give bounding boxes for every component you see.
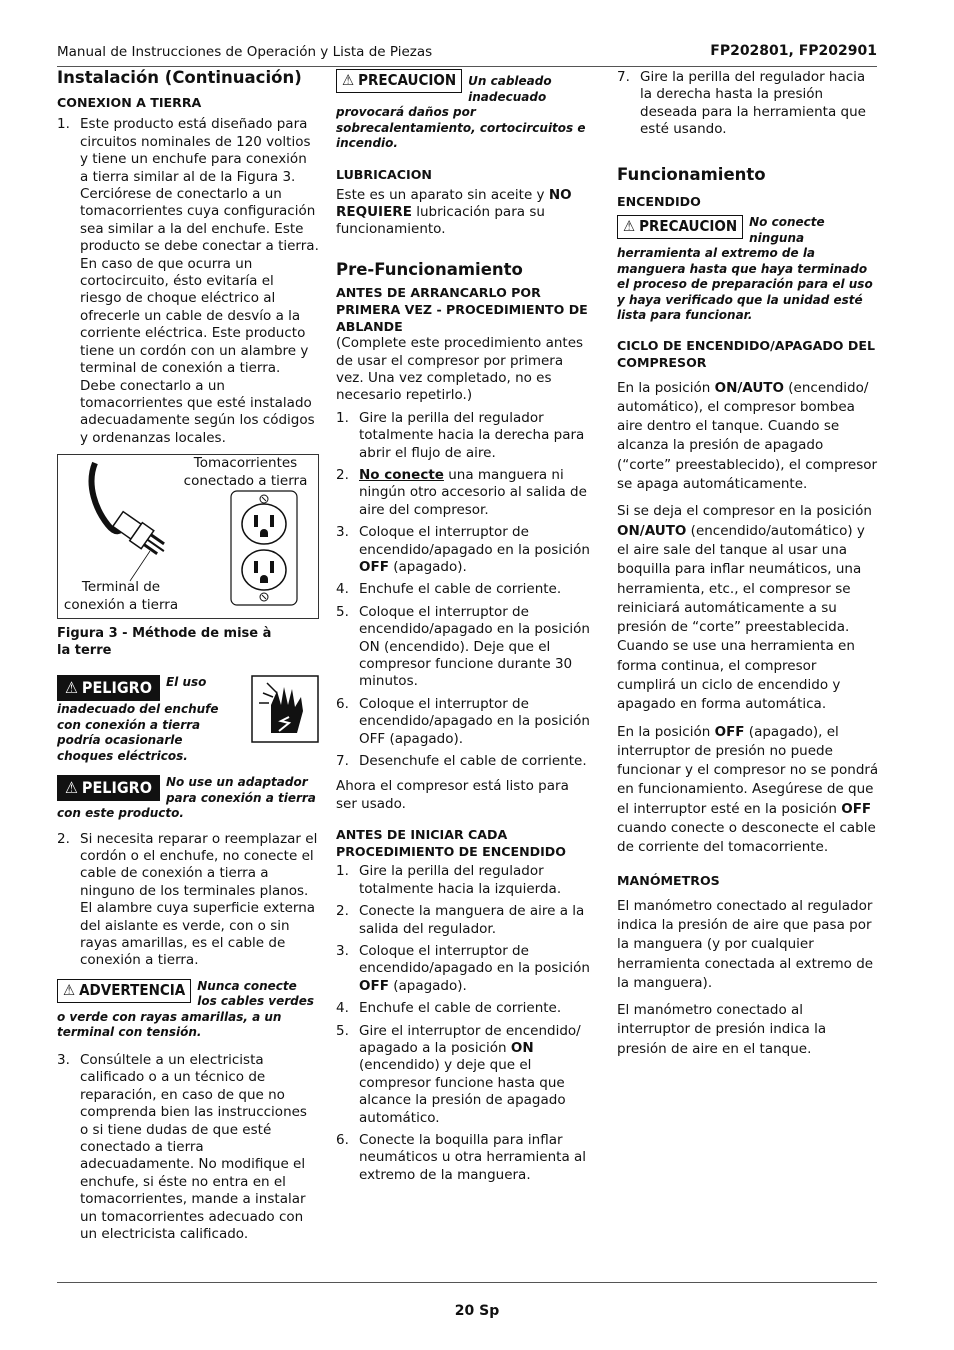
paragraph: Si se deja el compresor en la posición ON/AUTO (encendido/automático) y el aire sale del tanque al usar una boquilla para inflar neumáticos, una herramienta, etc., el compresor se reiniciará automáticamente a su presión de “corte” preestablecida. Cuando se use una herramienta en forma continua, el compresor cumplirá un ciclo de encendido y apagado en forma automática. <box>617 503 872 713</box>
list-item: 7. Gire la perilla del regulador hacia la derecha hasta la presión deseada para la herramienta que esté usando. <box>617 69 866 138</box>
warning-triangle-icon: ⚠ <box>65 678 78 698</box>
danger-notice <box>57 775 319 822</box>
electric-shock-icon <box>251 675 319 743</box>
list-item: 2. Conecte la manguera de aire a la salida del regulador. <box>336 903 585 937</box>
label-outlet: Tomacorrientes conectado a tierra <box>183 455 308 489</box>
caution-notice <box>336 69 594 152</box>
list-item: 3. Consúltele a un electricista calificado o a un técnico de reparación, en caso de que no comprenda bien las instrucciones o si tiene dudas de que esté conectado a tierra adecuadamente. No modifique el enchufe, si éste no entra en el tomacorrientes, mande a instalar un tomacorrientes adecuado con un electricista calificado. <box>57 1051 307 1242</box>
column-left <box>57 69 319 1243</box>
list-item: 6. Coloque el interruptor de encendido/apagado en la posición OFF (apagado). <box>336 695 590 747</box>
danger-text: El uso inadecuado del enchufe con conexión a tierra podría ocasionarle choques eléctricos. <box>57 675 219 763</box>
paragraph: En la posición OFF (apagado), el interruptor de presión no puede funcionar y el compresor no se pondrá en funcionamiento. Asegúrese de que el interruptor esté en la posición OFF cuando conecte o desconecte el cable de corriente del tomacorriente. <box>617 723 879 856</box>
list-item: 4. Enchufe el cable de corriente. <box>336 1000 562 1017</box>
list-item: 2. Si necesita reparar o reemplazar el cordón o el enchufe, no conecte el cable de conexión a tierra a ninguno de los terminales planos. El alambre cuya superficie externa del aislante es verde, con o sin rayas amarillas, es el cable de conexión a tierra. <box>57 830 318 969</box>
warning-triangle-icon: ⚠ <box>623 217 636 236</box>
warning-triangle-icon: ⚠ <box>342 71 355 90</box>
warning-triangle-icon: ⚠ <box>65 778 78 798</box>
figure-caption: Figura 3 - Méthode de mise à la terre <box>57 626 272 659</box>
label-ground-pin: Terminal de conexión a tierra <box>63 579 179 613</box>
subheading-breakin: ANTES DE ARRANCARLO POR PRIMERA VEZ - PROCEDIMIENTO DE ABLANDE <box>336 285 588 335</box>
list-item: 6. Conecte la boquilla para inflar neumáticos u otra herramienta al extremo de la manguera. <box>336 1131 587 1183</box>
list-item: 3. Coloque el interruptor de encendido/apagado en la posición OFF (apagado). <box>336 524 590 575</box>
paragraph: El manómetro conectado al interruptor de presión indica la presión de aire en el tanque. <box>617 1002 827 1057</box>
column-right <box>617 69 879 1059</box>
ready-text: Ahora el compresor está listo para ser usado. <box>336 778 569 812</box>
section-heading-operation: Funcionamiento <box>617 164 766 184</box>
subheading-lubrication: LUBRICACION <box>336 166 432 182</box>
lubrication-text: Este es un aparato sin aceite y NO REQUIERE lubricación para su funcionamiento. <box>336 186 572 238</box>
footer-rule <box>57 1282 877 1283</box>
list-item: 4. Enchufe el cable de corriente. <box>336 581 562 598</box>
caution-notice <box>617 215 879 324</box>
figure-grounding <box>57 454 319 619</box>
list-item: 2. No conecte una manguera ni ningún otro accesorio al salida de aire del compresor. <box>336 466 587 518</box>
list-item: 5. Coloque el interruptor de encendido/apagado en la posición ON (encendido). Deje que el compresor funcione durante 30 minutos. <box>336 603 590 690</box>
list-item: 3. Coloque el interruptor de encendido/apagado en la posición OFF (apagado). <box>336 942 590 994</box>
caution-text: Un cableado inadecuado provocará daños por sobrecalentamiento, cortocircuitos e incendio. <box>336 74 586 150</box>
breakin-intro: (Complete este procedimiento antes de usar el compresor por primera vez. Una vez completado, no es necesario repetirlo.) <box>336 335 584 404</box>
section-heading: Instalación (Continuación) <box>57 68 302 87</box>
subheading-grounding: CONEXION A TIERRA <box>57 95 202 111</box>
list-item: 1. Gire la perilla del regulador totalmente hacia la izquierda. <box>336 863 562 897</box>
page-number: 20 Sp <box>454 1303 500 1319</box>
page-header <box>57 42 877 67</box>
danger-badge: ⚠ PELIGRO <box>57 775 160 801</box>
caution-badge: ⚠ PRECAUCION <box>617 215 743 239</box>
paragraph: En la posición ON/AUTO (encendido/ automático), el compresor bombea aire dentro el tanque. Cuando se alcanza la presión de apagado (“corte” preestablecido), el compresor se apaga automáticamente. <box>617 379 878 493</box>
caution-badge: ⚠ PRECAUCION <box>336 69 462 93</box>
danger-notice <box>57 675 319 764</box>
subheading-gauges: MANÓMETROS <box>617 872 720 888</box>
warning-triangle-icon: ⚠ <box>63 981 76 1000</box>
subheading-startup: ENCENDIDO <box>617 194 701 210</box>
model-numbers: FP202801, FP202901 <box>710 43 877 59</box>
paragraph: El manómetro conectado al regulador indica la presión de aire que pasa por la manguera (y por cualquier herramienta conectada al extremo de la manguera). <box>617 897 874 991</box>
subheading-before-start: ANTES DE INICIAR CADA PROCEDIMIENTO DE ENCENDIDO <box>336 827 566 860</box>
warning-badge: ⚠ ADVERTENCIA <box>57 979 191 1003</box>
list-item: 1. Este producto está diseñado para circuitos nominales de 120 voltios y tiene un enchufe para conexión a tierra similar al de la Figura 3. Cerciórese de conectarlo a un tomacorrientes cuya configuración sea similar a la del enchufe. Este producto se debe conectar a tierra. En caso de que ocurra un cortocircuito, ésto evitaría el riesgo de choque eléctrico al ofrecerle un cable de desvío a la corriente eléctrica. Este producto tiene un cordón con un alambre y terminal de conexión a tierra. Debe conectarlo a un tomacorrientes que esté instalado adecuadamente según los códigos y ordenanzas locales. <box>57 116 319 446</box>
danger-text: No use un adaptador para conexión a tierra con este producto. <box>57 775 316 821</box>
list-item: 7. Desenchufe el cable de corriente. <box>336 753 587 770</box>
section-heading-prestart: Pre-Funcionamiento <box>336 259 523 279</box>
warning-text: Nunca conecte los cables verdes o verde con rayas amarillas, a un terminal con tensión. <box>57 978 315 1040</box>
list-item: 5. Gire el interruptor de encendido/ apagado a la posición ON (encendido) y deje que el compresor funcione hasta que alcance la presión de apagado automático. <box>336 1022 581 1126</box>
warning-notice <box>57 979 319 1041</box>
danger-badge: ⚠ PELIGRO <box>57 675 160 701</box>
manual-title: Manual de Instrucciones de Operación y Lista de Piezas <box>57 44 433 60</box>
caution-text: No conecte ninguna herramienta al extremo de la manguera hasta que haya terminado el proceso de preparación para el uso y haya verificado que la unidad esté lista para funcionar. <box>617 215 873 323</box>
column-middle <box>336 69 594 1184</box>
subheading-cycle: CICLO DE ENCENDIDO/APAGADO DEL COMPRESOR <box>617 337 875 370</box>
list-item: 1. Gire la perilla del regulador totalmente hacia la derecha para abrir el flujo de aire. <box>336 409 585 461</box>
